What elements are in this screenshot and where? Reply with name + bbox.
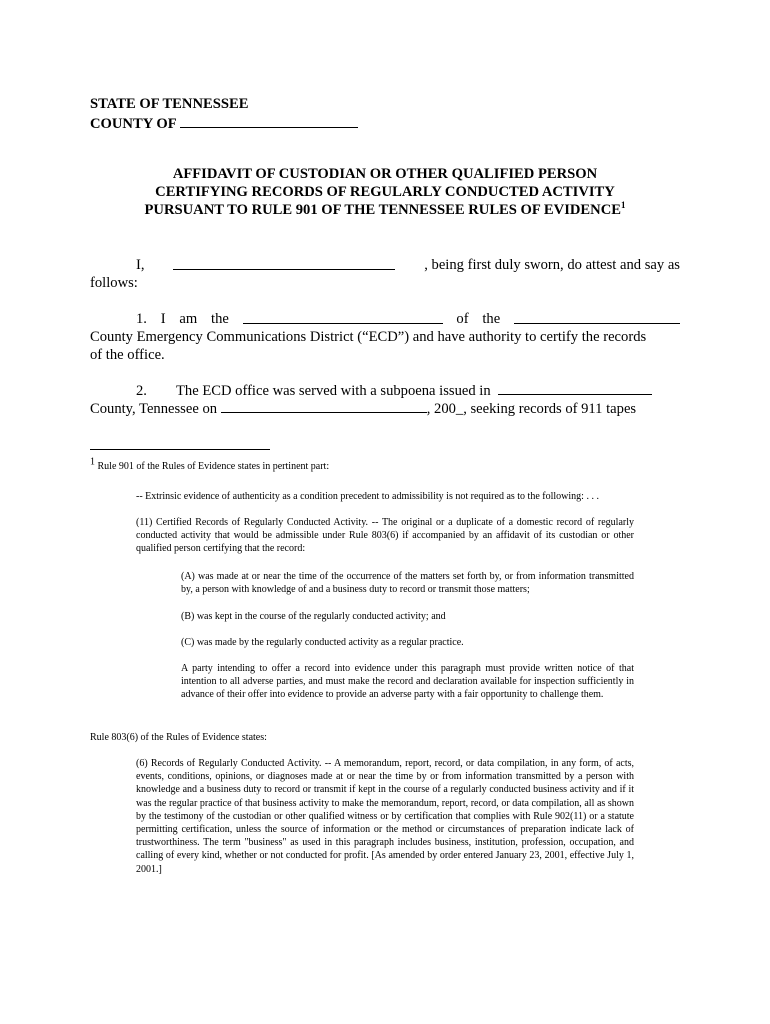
state-label: STATE OF TENNESSEE xyxy=(90,96,249,112)
county-label: COUNTY OF xyxy=(90,116,177,132)
footnote-mark: 1 xyxy=(90,456,95,468)
intro-prefix: I, xyxy=(136,257,145,273)
footnote-item-c: (C) was made by the regularly conducted activity as a regular practice. xyxy=(181,637,464,648)
state-heading xyxy=(90,95,248,113)
para2-suffix: , 200_, seeking records of 911 tapes xyxy=(426,401,637,417)
footnote-notice: A party intending to offer a record into evidence under this paragraph must provide written notice of that intention to all adverse parties, and must make the record and declaration available for inspection sufficiently in advance of their offer into evidence to provide an adverse party with a fair opportunity to challenge them. xyxy=(181,663,634,701)
para1-word-am: am xyxy=(179,311,198,327)
subpoena-county-blank xyxy=(498,381,652,395)
para2-county-prefix: County, Tennessee on xyxy=(90,401,218,417)
para1-line2: County Emergency Communications District (“ECD”) and have authority to certify the records xyxy=(90,329,647,345)
county-heading xyxy=(90,114,358,133)
para1-word-i: I xyxy=(160,311,166,327)
para1-line3: of the office. xyxy=(90,347,165,363)
intro-suffix: , being first duly sworn, do attest and say as xyxy=(424,257,680,273)
title-footnote-mark: 1 xyxy=(620,200,626,211)
para1-word-the-2: the xyxy=(482,311,501,327)
para2-number: 2. xyxy=(136,383,147,399)
affiant-name-blank xyxy=(173,256,395,270)
footnote-quote-2: (11) Certified Records of Regularly Conducted Activity. -- The original or a duplicate of a domestic record of regularly conducted activity that would be admissible under Rule 803(6) if accompanied by an affidavit of its custodian or other qualified person certifying that the record: xyxy=(136,517,634,555)
para2-line2 xyxy=(90,399,690,418)
title-line-3 xyxy=(90,201,680,219)
title-line-3-text: PURSUANT TO RULE 901 OF THE TENNESSEE RULES OF EVIDENCE xyxy=(144,202,621,218)
rule-803-intro: Rule 803(6) of the Rules of Evidence states: xyxy=(90,732,267,743)
para1-number: 1. xyxy=(136,311,147,327)
district-county-blank xyxy=(514,310,680,324)
title-line-2: CERTIFYING RECORDS OF REGULARLY CONDUCTED ACTIVITY xyxy=(155,184,615,200)
intro-continuation: follows: xyxy=(90,275,138,291)
subpoena-date-blank xyxy=(221,399,427,413)
para2-line1 xyxy=(136,381,680,400)
footnote-quote-1: -- Extrinsic evidence of authenticity as a condition precedent to admissibility is not required as to the following: . . . xyxy=(136,491,599,502)
footnote-item-a: (A) was made at or near the time of the occurrence of the matters set forth by, or from information transmitted by, a person with knowledge of and a business duty to record or transmit those matters; xyxy=(181,571,634,596)
rule-803-text: (6) Records of Regularly Conducted Activity. -- A memorandum, report, record, or data compilation, in any form, of acts, events, conditions, opinions, or diagnoses made at or near the time by or from information transmitted by a person with knowledge and a business duty to record or transmit if kept in the course of a regularly conducted business activity and if it was the regular practice of that business activity to make the memorandum, report, record, or data compilation, all as shown by the testimony of the custodian or other qualified witness or by certification that complies with Rule 902(11) or a statute permitting certification, unless the source of information or the method or circumstances of preparation indicate lack of trustworthiness. The term "business" as used in this paragraph includes business, institution, profession, occupation, and calling of every kind, whether or not conducted for profit. [As amended by order entered January 23, 2001, effective July 1, 2001.] xyxy=(136,758,634,875)
title-line-1: AFFIDAVIT OF CUSTODIAN OR OTHER QUALIFIED PERSON xyxy=(172,166,598,182)
para1-word-the: the xyxy=(211,311,229,327)
para1-word-of: of xyxy=(456,311,469,327)
document-title xyxy=(90,165,680,219)
para1-line1 xyxy=(136,310,680,328)
para2-text: The ECD office was served with a subpoena issued in xyxy=(176,383,491,399)
intro-line xyxy=(136,256,680,274)
county-blank xyxy=(180,114,358,128)
footnote-intro-text: Rule 901 of the Rules of Evidence states in pertinent part: xyxy=(97,461,330,472)
title-position-blank xyxy=(243,310,443,324)
footnote-item-b: (B) was kept in the course of the regularly conducted activity; and xyxy=(181,611,446,622)
footnote-separator xyxy=(90,449,270,450)
footnote-intro xyxy=(90,456,330,473)
